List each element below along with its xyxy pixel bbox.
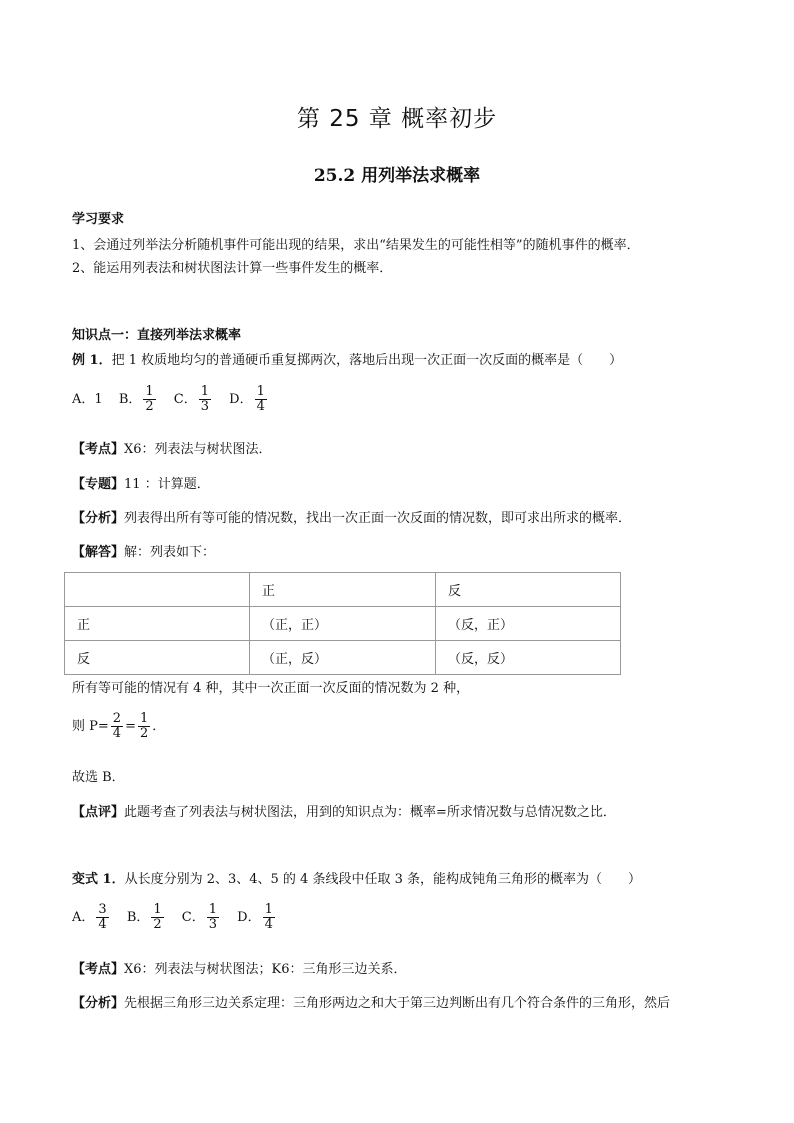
outcome-table xyxy=(64,572,621,675)
table-cell: （正，正） xyxy=(250,607,436,641)
fraction: $\frac{3}{4}$ xyxy=(98,902,107,932)
example1-question xyxy=(72,349,622,368)
section-title: 25.2 用列举法求概率 xyxy=(313,166,481,186)
table-cell: 反 xyxy=(65,641,250,675)
table-header-row xyxy=(65,573,621,607)
knowledge-point-heading: 知识点一：直接列举法求概率 xyxy=(72,328,242,343)
fraction: $\frac{1}{3}$ xyxy=(200,384,210,414)
variant1-question-text: 从长度分别为 2、3、4、5 的 4 条线段中任取 3 条，能构成钝角三角形的概率为（ ） xyxy=(124,872,641,887)
example1-options xyxy=(72,385,281,414)
example1-after-table: 所有等可能的情况有 4 种，其中一次正面一次反面的情况数为 2 种， xyxy=(72,681,470,696)
example1-option-d: D． $\frac{1}{4}$ xyxy=(229,384,265,414)
requirements-heading: 学习要求 xyxy=(72,212,125,227)
fraction: $\frac{1}{4}$ xyxy=(256,384,265,414)
fraction: $\frac{1}{3}$ xyxy=(208,902,218,932)
variant1-question xyxy=(72,868,641,887)
table-cell: 反 xyxy=(436,573,621,607)
variant1-option-a: A． $\frac{3}{4}$ xyxy=(72,902,107,932)
fraction: $\frac{1}{4}$ xyxy=(264,902,273,932)
fraction: $\frac{1}{2}$ xyxy=(153,902,162,932)
chapter-title: 第 25 章 概率初步 xyxy=(296,106,498,132)
variant1-fenxi: 【分析】先根据三角形三边关系定理：三角形两边之和大于第三边判断出有几个符合条件的三角形，然后 xyxy=(72,996,671,1011)
example1-zhuanti: 【专题】11 ：计算题． xyxy=(72,477,210,492)
table-cell: （反，反） xyxy=(436,641,621,675)
requirement-item-2: 2、能运用列表法和树状图法计算一些事件发生的概率． xyxy=(72,261,393,276)
variant1-options xyxy=(72,903,289,932)
table-cell: 正 xyxy=(250,573,436,607)
variant1-option-d: D． $\frac{1}{4}$ xyxy=(237,902,273,932)
variant1-option-b: B． $\frac{1}{2}$ xyxy=(126,902,162,932)
example1-question-text: 把 1 枚质地均匀的普通硬币重复掷两次，落地后出现一次正面一次反面的概率是（ ） xyxy=(111,353,623,368)
fraction: $\frac{2}{4}$ xyxy=(112,711,122,741)
table-row xyxy=(65,607,621,641)
table-row xyxy=(65,641,621,675)
example1-formula: 则 P= $\frac{2}{4}$ = $\frac{1}{2}$ ． xyxy=(72,711,166,741)
fraction: $\frac{1}{2}$ xyxy=(139,711,149,741)
table-cell xyxy=(65,573,250,607)
example1-option-c: C． $\frac{1}{3}$ xyxy=(173,384,210,414)
requirement-item-1: 1、会通过列举法分析随机事件可能出现的结果，求出“结果发生的可能性相等”的随机事件的概率． xyxy=(72,238,640,253)
example1-option-b: B． $\frac{1}{2}$ xyxy=(118,384,154,414)
table-cell: （正，反） xyxy=(250,641,436,675)
example1-dianping: 【点评】此题考查了列表法与树状图法，用到的知识点为：概率=所求情况数与总情况数之比． xyxy=(72,805,616,820)
example1-label: 例 1． xyxy=(72,353,112,368)
fraction: $\frac{1}{2}$ xyxy=(145,384,154,414)
variant1-kaodian: 【考点】X6：列表法与树状图法；K6：三角形三边关系． xyxy=(72,962,407,977)
variant1-option-c: C． $\frac{1}{3}$ xyxy=(181,902,218,932)
table-cell: 正 xyxy=(65,607,250,641)
table-cell: （反，正） xyxy=(436,607,621,641)
example1-jieda: 【解答】解：列表如下： xyxy=(72,545,216,560)
variant1-label: 变式 1． xyxy=(72,872,125,887)
example1-fenxi: 【分析】列表得出所有等可能的情况数，找出一次正面一次反面的情况数，即可求出所求的概率． xyxy=(72,511,632,526)
example1-kaodian: 【考点】X6：列表法与树状图法． xyxy=(72,442,272,457)
example1-choice: 故选 B． xyxy=(72,770,125,785)
example1-option-a: A．1 xyxy=(72,392,103,407)
